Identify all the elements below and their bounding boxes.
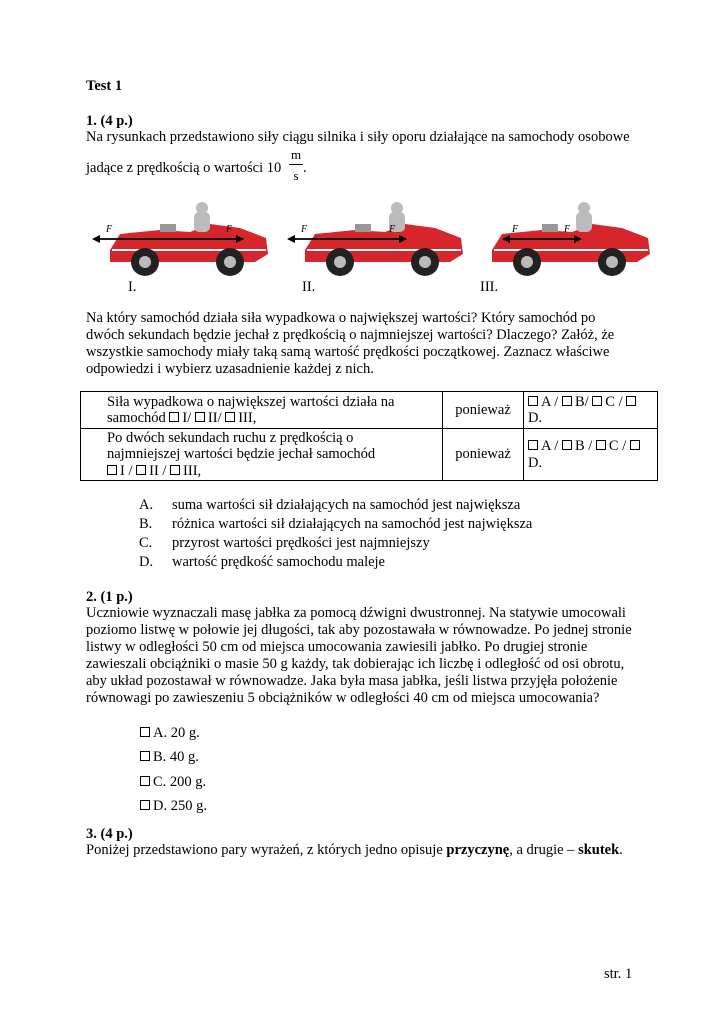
q2-line4: zawieszali obciążniki o masie 50 g każdy, tak dobierając ich liczbę i odległość od osi obrotu, [86,656,625,672]
checkbox-icon [140,800,150,810]
drag-force-label: F [512,224,519,235]
car-1-illustration [90,198,270,282]
because-cell-2: ponieważ [443,429,524,481]
checkbox-reason-B[interactable] [562,440,572,450]
q3-text: Poniżej przedstawiono pary wyrażeń, z których jedno opisuje przyczynę, a drugie – skutek. [86,842,623,858]
intro-period: . [303,160,307,176]
checkbox-car-II[interactable] [136,465,146,475]
checkbox-car-III[interactable] [225,412,235,422]
thrust-force-label: F [564,224,571,235]
checkbox-car-III[interactable] [170,465,180,475]
checkbox-reason-C[interactable] [592,396,602,406]
q2-line5: aby układ pozostawał w równowadze. Jaka była masa jabłka, jeśli listwa przyjęła położenie [86,673,618,689]
q2-option-B[interactable]: B. 40 g. [140,749,199,766]
q2-line1: Uczniowie wyznaczali masę jabłka za pomocą dźwigni dwustronnej. Na statywie umocowali [86,605,626,621]
answer-row-1-statement [81,392,443,429]
q2-header: 2. (1 p.) [86,589,133,605]
thrust-force-label: F [226,224,233,235]
car-label-2: II. [302,279,316,295]
row1-line1: Siła wypadkowa o największej wartości działa na [107,393,395,410]
q1-header: 1. (4 p.) [86,113,133,129]
checkbox-reason-C[interactable] [596,440,606,450]
q2-option-C[interactable]: C. 200 g. [140,774,206,791]
q3-effect: skutek [578,842,620,858]
row2-line1: Po dwóch sekundach ruchu z prędkością o [107,429,354,446]
checkbox-reason-A[interactable] [528,396,538,406]
q2-line2: poziomo listwę w połowie jej długości, tak aby pozostawała w równowadze. Po jednej stronie [86,622,632,638]
reason-letter-B: B. [139,516,153,532]
q2-option-D[interactable]: D. 250 g. [140,798,207,815]
q3-header: 3. (4 p.) [86,826,133,842]
because-cell-1: ponieważ [443,392,524,429]
car-label-3: III. [480,279,499,295]
answer-table [80,391,658,481]
q1-intro-line1: Na rysunkach przedstawiono siły ciągu silnika i siły oporu działające na samochody osobowe [86,129,630,145]
checkbox-car-II[interactable] [195,412,205,422]
checkbox-reason-B[interactable] [562,396,572,406]
q1-question-line2: dwóch sekundach będzie jechał z prędkością o najmniejszej wartości? Dlaczego? Załóż, że [86,327,615,343]
row1-prefix: samochód [107,410,166,426]
page-number: str. 1 [604,966,633,982]
reason-letter-A: A. [139,497,154,513]
unit-denominator: s [293,168,299,183]
test-title: Test 1 [86,78,123,94]
reason-text-B: różnica wartości sił działających na samochód jest największa [172,516,533,532]
q1-intro-line2: jadące z prędkością o wartości 10 [86,160,282,176]
reason-letter-C: C. [139,535,153,551]
q1-question-line4: odpowiedzi i wybierz uzasadnienie każdej z nich. [86,361,374,377]
q2-option-A[interactable]: A. 20 g. [140,725,200,742]
checkbox-icon [140,751,150,761]
q2-line6: równowagi po zawieszeniu 5 obciążników w odległości 40 cm od miejsca umocowania? [86,690,600,706]
checkbox-icon [140,727,150,737]
q2-line3: listwy w odległości 50 cm od miejsca umocowania zawiesili jabłko. Po drugiej stronie [86,639,588,655]
row1-line2: samochód I/ II/ III, [107,410,257,426]
checkbox-reason-A[interactable] [528,440,538,450]
q1-question-line1: Na który samochód działa siła wypadkowa o największej wartości? Który samochód po [86,310,596,326]
reason-choices-row-2: A / B / C / D. [524,429,658,481]
checkbox-car-I[interactable] [169,412,179,422]
answer-row-2 [81,429,658,481]
answer-row-1 [81,392,658,429]
reason-choices-row-1: A / B/ C / D. [524,392,658,429]
drag-force-label: F [106,224,113,235]
checkbox-reason-D[interactable] [626,396,636,406]
row2-line2: najmniejszej wartości będzie jechał samochód [107,446,376,463]
thrust-force-label: F [389,224,396,235]
car-2-illustration [285,198,465,282]
row2-line3: I / II / III, [107,463,438,480]
fraction-bar [289,164,303,165]
checkbox-car-I[interactable] [107,465,117,475]
checkbox-reason-D[interactable] [630,440,640,450]
reason-text-A: suma wartości sił działających na samochód jest największa [172,497,521,513]
reason-text-C: przyrost wartości prędkości jest najmniejszy [172,535,430,551]
reason-letter-D: D. [139,554,154,570]
answer-row-2-statement [81,429,443,481]
car-label-1: I. [128,279,137,295]
reason-text-D: wartość prędkość samochodu maleje [172,554,385,570]
q1-question-line3: wszystkie samochody miały taką samą wartość prędkości początkowej. Zaznacz właściwe [86,344,610,360]
unit-numerator: m [290,147,302,162]
car-3-illustration [472,198,652,282]
drag-force-label: F [301,224,308,235]
q3-cause: przyczynę [446,842,510,858]
checkbox-icon [140,776,150,786]
